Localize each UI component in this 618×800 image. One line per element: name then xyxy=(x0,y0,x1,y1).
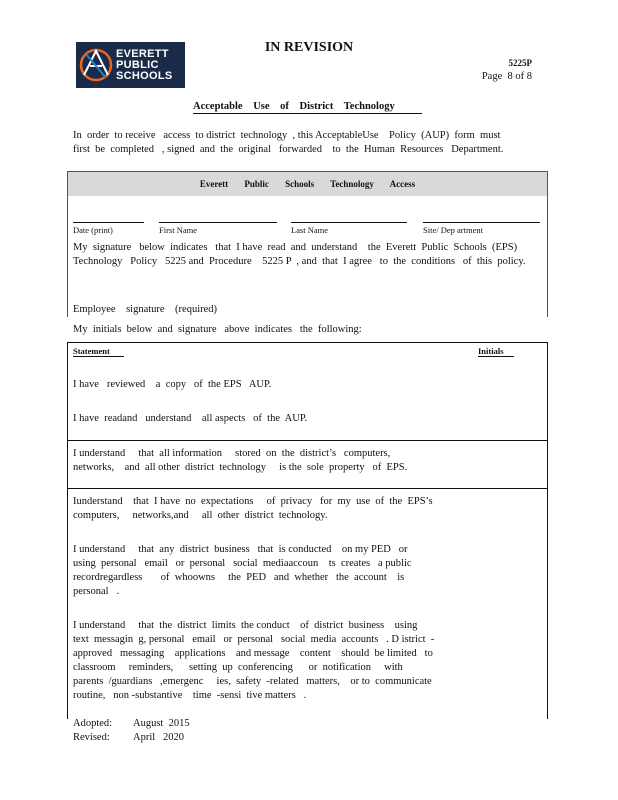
table-divider xyxy=(67,440,548,441)
intro-paragraph: In order to receive access to district technology , this AcceptableUse Policy (AUP) form must first be completed , signed and the original forwarded to the Human Resources Department. xyxy=(73,130,504,155)
page-number: Page 8 of 8 xyxy=(481,71,532,82)
last-name-field[interactable] xyxy=(291,222,407,223)
revised-date: April 2020 xyxy=(133,732,185,743)
statement-item: Iunderstand that I have no expectations of privacy for my use of the EPS’s computers, networks,and all other district technology. xyxy=(73,496,433,521)
document-title: Acceptable Use of District Technology xyxy=(193,101,422,114)
first-name-field[interactable] xyxy=(159,222,277,223)
statement-item: I understand that any district business that is conducted on my PED or using personal email or personal social mediaaccoun ts creates a public recordregardless of whoowns the PED and whether the account is personal . xyxy=(73,544,412,597)
logo-text-line3: SCHOOLS xyxy=(116,69,173,82)
adopted-label: Adopted: xyxy=(73,718,113,729)
statement-item: I understand that the district limits the conduct of district business using text messagin g, personal email or personal social media accounts . D istrict - approved messaging applications and message content should be limited to classroom reminders, setting up conferencing or notification with parents /guardians ,emergenc ies, safety -related matters, or to communicate routine, non -substantive time -sensi tive matters . xyxy=(73,620,435,701)
logo-text-line1: EVERETT xyxy=(116,47,169,60)
statement-item: I have readand understand all aspects of the AUP. xyxy=(73,413,308,424)
site-department-label: Site/ Dep artment xyxy=(423,225,483,235)
signature-statement: My signature below indicates that I have read and understand the Everett Public Schools (EPS) Technology Policy 5225 and Procedure 5225 P , and that I agree to the conditions of this policy. xyxy=(73,242,526,267)
statement-item: I have reviewed a copy of the EPS AUP. xyxy=(73,379,272,390)
statement-item: I understand that all information stored on the district’s computers, networks, and all other district technology is the sole property of EPS. xyxy=(73,448,408,473)
date-field[interactable] xyxy=(73,222,144,223)
statement-column-header: Statement xyxy=(73,346,124,357)
revised-label: Revised: xyxy=(73,732,110,743)
document-code: 5225P xyxy=(508,58,532,68)
employee-signature-label[interactable]: Employee signature (required) xyxy=(73,304,218,315)
access-form-header: Everett Public Schools Technology Access xyxy=(68,172,547,196)
adopted-date: August 2015 xyxy=(133,718,190,729)
last-name-label: Last Name xyxy=(291,225,329,235)
table-divider xyxy=(67,488,548,489)
initials-column-header: Initials xyxy=(478,346,514,357)
logo-text-line2: PUBLIC xyxy=(116,58,159,71)
first-name-label: First Name xyxy=(159,225,198,235)
revision-status: IN REVISION xyxy=(264,40,354,55)
date-label: Date (print) xyxy=(73,225,113,235)
site-department-field[interactable] xyxy=(423,222,540,223)
initials-intro: My initials below and signature above indicates the following: xyxy=(73,324,362,335)
